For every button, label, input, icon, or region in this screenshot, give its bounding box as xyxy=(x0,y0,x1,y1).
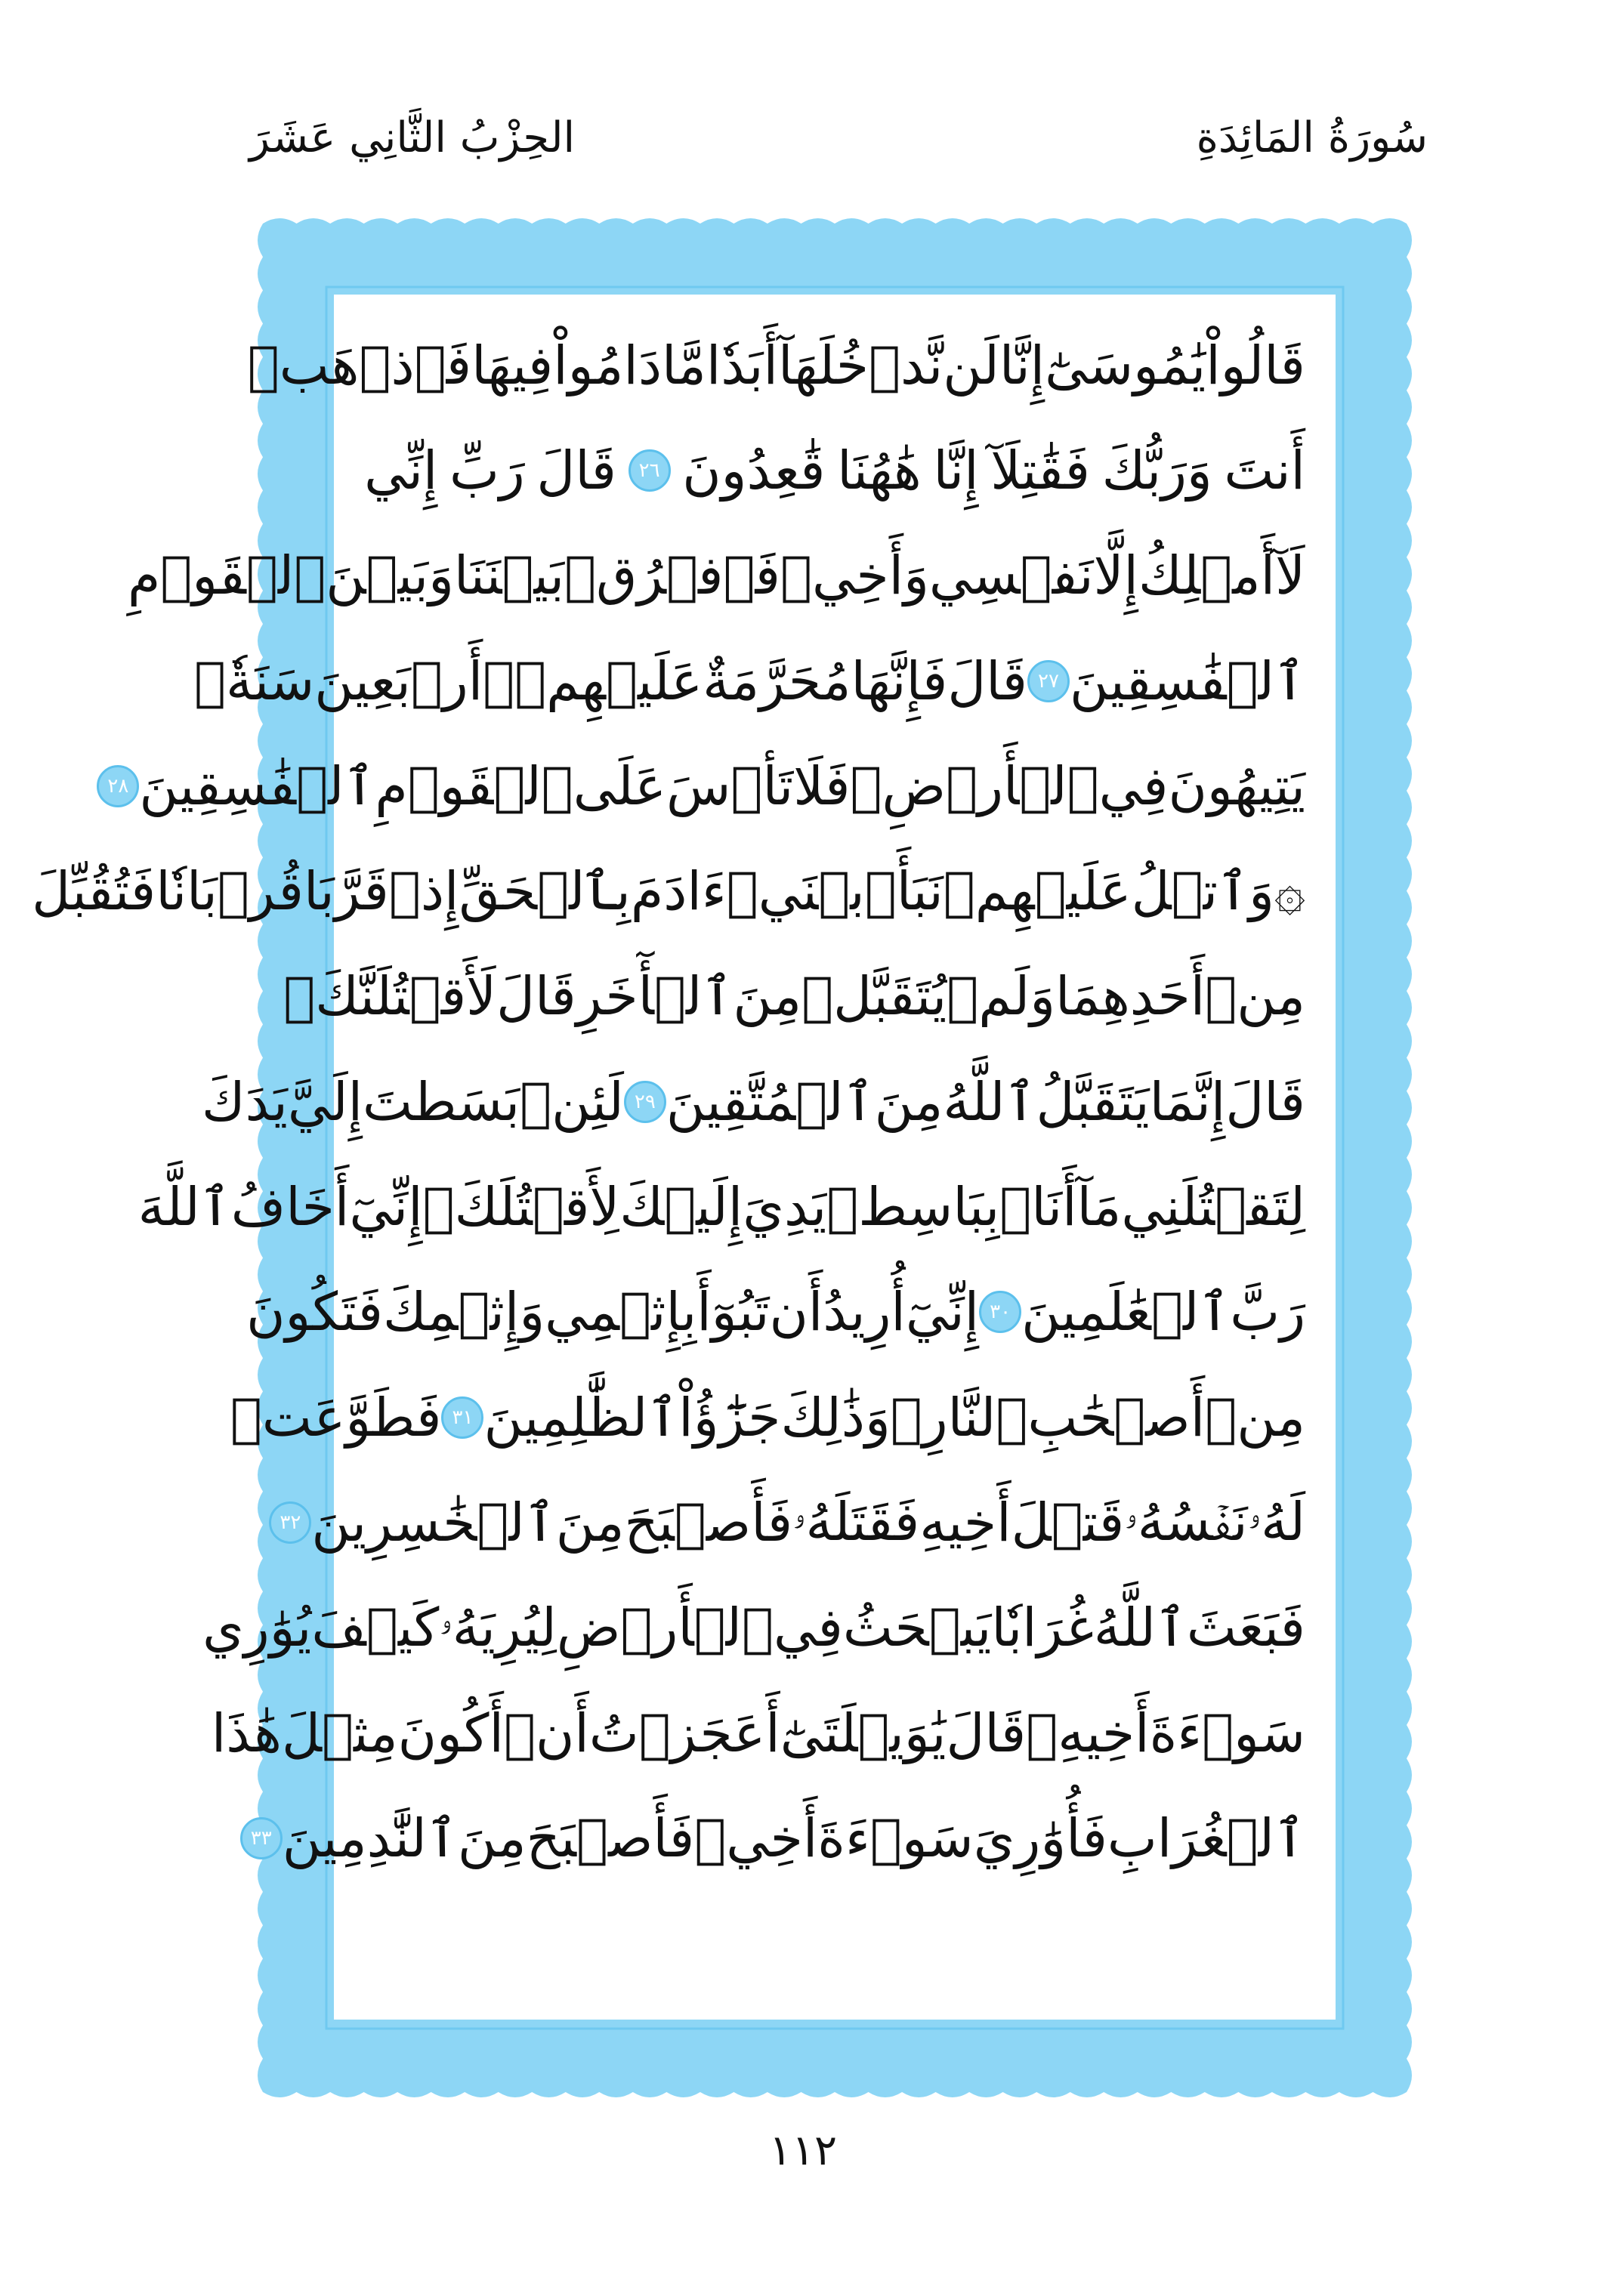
word: أَنۡ xyxy=(503,1702,589,1764)
word: وَلَمۡ xyxy=(947,965,1056,1028)
word: مِنَ xyxy=(874,1070,944,1133)
word: فِي xyxy=(774,1597,843,1659)
word: فَأَصۡبَحَ xyxy=(624,1491,793,1554)
word: قَرَّبَا xyxy=(303,860,389,923)
word: فِي xyxy=(1098,755,1169,817)
word: إِلَيَّ xyxy=(287,1070,363,1133)
word: أَكُونَ xyxy=(397,1702,504,1764)
word: تَأۡسَ xyxy=(666,755,794,817)
word: لَئِنۢ xyxy=(520,1070,624,1133)
word: فَطَوَّعَتۡ xyxy=(230,1386,442,1449)
word: نَّدۡخُلَهَآ xyxy=(777,334,944,397)
word: أَصۡحَٰبِ xyxy=(1027,1386,1206,1449)
text-line xyxy=(247,313,1305,418)
word: ٱلۡأٓخَرِ xyxy=(576,965,734,1028)
word: قَالَ xyxy=(496,965,576,1028)
word: وَذَٰلِكَ xyxy=(780,1386,891,1449)
word: فَأَصۡبَحَ xyxy=(526,1807,695,1869)
word: هَٰذَا xyxy=(211,1702,282,1764)
word: ٱلۡقَوۡمِ xyxy=(127,545,326,607)
text-line xyxy=(127,523,1305,628)
word: إِنِّيٓ xyxy=(349,1176,423,1239)
word: أَخِيهِۚ xyxy=(1026,1702,1150,1764)
word: وَرَبُّكَ xyxy=(1101,439,1212,501)
word: وَإِثۡمِكَ xyxy=(382,1281,545,1344)
word: بَيۡنَنَا xyxy=(453,545,565,607)
word: قَالَ xyxy=(947,650,1027,712)
text-line xyxy=(211,1680,1305,1785)
word: بِإِثۡمِي xyxy=(545,1281,697,1344)
word: فَٱفۡرُقۡ xyxy=(564,545,780,607)
word: قَتۡلَ xyxy=(1011,1491,1125,1554)
word: يَدِيَ xyxy=(743,1176,827,1239)
word: إِنَّمَا xyxy=(1149,1070,1226,1133)
page-header xyxy=(249,113,1428,181)
word: دَامُواْ xyxy=(553,334,662,397)
word: بَسَطتَ xyxy=(363,1070,520,1133)
word: سَنَةٗۛ xyxy=(193,650,315,712)
word: لِأَقۡتُلَكَۖ xyxy=(422,1176,620,1239)
word: مِثۡلَ xyxy=(281,1702,398,1764)
word: ٱللَّهُ xyxy=(943,1070,1036,1133)
word: قَالَ xyxy=(946,1702,1027,1764)
word: هَٰهُنَا xyxy=(837,439,922,501)
word: لِتَقۡتُلَنِي xyxy=(1121,1176,1305,1239)
word: كَيۡفَ xyxy=(311,1597,440,1659)
text-line xyxy=(193,628,1305,733)
word: ٱلۡعَٰلَمِينَ xyxy=(1021,1281,1231,1344)
word: عَلَى xyxy=(573,755,666,817)
word: بِٱلۡحَقِّ xyxy=(459,860,631,923)
word: قَالَ xyxy=(1225,1070,1305,1133)
word: ٱلۡخَٰسِرِينَ xyxy=(311,1491,556,1554)
ayah-number-marker: ٣٠ xyxy=(979,1291,1021,1333)
ayah-number-marker: ٢٦ xyxy=(629,449,671,492)
text-line xyxy=(107,733,1305,838)
word: قَالُواْ xyxy=(1206,334,1305,397)
ayah-number-marker: ٢٩ xyxy=(624,1081,666,1123)
word: أَنتَ xyxy=(1224,439,1305,501)
word: عَلَيۡهِمۡ xyxy=(943,860,1132,923)
ayah-number-marker: ٣٢ xyxy=(269,1501,311,1544)
word: بِبَاسِطٖ xyxy=(826,1176,1000,1239)
word: نَفۡسِي xyxy=(928,545,1094,607)
word: سَوۡءَةَ xyxy=(1149,1702,1305,1764)
word: فَأُوَٰرِيَ xyxy=(973,1807,1107,1869)
word: إِنِّيٓ xyxy=(905,1281,980,1344)
word: أَنَا۠ xyxy=(999,1176,1077,1239)
word: فَتُقُبِّلَ xyxy=(32,860,156,923)
word: ٱلنَّٰدِمِينَ xyxy=(282,1807,458,1869)
word: أَعَجَزۡتُ xyxy=(588,1702,780,1764)
word: ٱلۡغُرَابِ xyxy=(1107,1807,1305,1869)
word: فَبَعَثَ xyxy=(1186,1597,1305,1659)
word: لَآ xyxy=(1275,545,1305,607)
word: ٱلظَّٰلِمِينَ xyxy=(483,1386,679,1449)
ayah-number-marker: ٢٨ xyxy=(97,765,139,807)
word: أَخَافُ xyxy=(230,1176,350,1239)
word: فَإِنَّهَا xyxy=(851,650,948,712)
word: أَبَدٗا xyxy=(706,334,778,397)
word: ٱلۡمُتَّقِينَ xyxy=(666,1070,875,1133)
word: يَتَقَبَّلُ xyxy=(1036,1070,1150,1133)
word: رَبِّ xyxy=(449,439,525,501)
word: يَتِيهُونَ xyxy=(1168,755,1305,817)
word: ٱللَّهُ xyxy=(1093,1597,1187,1659)
hizb-title: الحِزْبُ الثَّانِي عَشَرَ xyxy=(249,113,576,162)
surah-title: سُورَةُ المَائِدَةِ xyxy=(1196,113,1428,162)
word: إِنَّا xyxy=(999,334,1045,397)
ayah-number-marker: ٣٣ xyxy=(240,1817,283,1859)
word: ٱلۡأَرۡضِۚ xyxy=(850,755,1099,817)
ayah-number-marker: ٢٧ xyxy=(1027,660,1070,702)
word: ٱلنَّارِۚ xyxy=(890,1386,1028,1449)
text-panel xyxy=(32,295,1336,2020)
word: رَبَّ xyxy=(1230,1281,1305,1344)
word: أَحَدِهِمَا xyxy=(1055,965,1206,1028)
word: ٱلۡقَوۡمِ xyxy=(375,755,573,817)
word: يَٰوَيۡلَتَىٰٓ xyxy=(780,1702,947,1764)
word: ٱللَّهَ xyxy=(137,1176,231,1239)
word: ٱلۡأَرۡضِ xyxy=(556,1597,774,1659)
word: ۞وَٱتۡلُ xyxy=(1131,860,1305,923)
word: أَخِيهِ xyxy=(919,1491,1011,1554)
word: مَآ xyxy=(1076,1176,1122,1239)
word: أَمۡلِكُ xyxy=(1138,545,1276,607)
text-line xyxy=(202,1575,1305,1680)
word: لَأَقۡتُلَنَّكَۖ xyxy=(283,965,497,1028)
quran-text xyxy=(32,313,1305,1890)
word: ٱلۡفَٰسِقِينَ xyxy=(139,755,375,817)
word: ٱبۡنَيۡ xyxy=(726,860,897,923)
word: نَفۡسُهُۥ xyxy=(1124,1491,1248,1554)
word: ءَادَمَ xyxy=(630,860,727,923)
word: مِنَ xyxy=(457,1807,527,1869)
word: يَبۡحَثُ xyxy=(842,1597,992,1659)
word: يُوَٰرِي xyxy=(202,1597,312,1659)
ayah-number-marker: ٣١ xyxy=(441,1396,483,1439)
word: وَبَيۡنَ xyxy=(326,545,454,607)
word: فَقَٰتِلَآ xyxy=(990,439,1090,501)
word: أَرۡبَعِينَ xyxy=(314,650,483,712)
word: لَن xyxy=(943,334,999,397)
text-line xyxy=(32,838,1305,943)
word: أَن xyxy=(769,1281,823,1344)
decorative-frame xyxy=(32,210,1420,2106)
text-line xyxy=(246,1260,1305,1365)
word: يَدَكَ xyxy=(201,1070,288,1133)
word: فِيهَا xyxy=(471,334,554,397)
word: سَوۡءَةَ xyxy=(817,1807,974,1869)
word: فَلَا xyxy=(793,755,851,817)
word: يَٰمُوسَىٰٓ xyxy=(1045,334,1206,397)
word: قَٰعِدُونَ xyxy=(682,439,826,501)
word: فَقَتَلَهُۥ xyxy=(792,1491,920,1554)
word: مِنَ xyxy=(733,965,802,1028)
text-line xyxy=(364,418,1305,523)
word: أَخِيۖ xyxy=(694,1807,818,1869)
word: إِذۡ xyxy=(388,860,459,923)
word: أُرِيدُ xyxy=(823,1281,906,1344)
word: إِلَيۡكَ xyxy=(619,1176,743,1239)
word: تَبُوٓأَ xyxy=(696,1281,770,1344)
word: نَبَأَ xyxy=(896,860,944,923)
word: إِنَّا xyxy=(933,439,979,501)
word: لِيُرِيَهُۥ xyxy=(439,1596,557,1659)
word: مُحَرَّمَةٌ xyxy=(703,650,851,712)
word: إِلَّا xyxy=(1093,545,1138,607)
word: قَالَ xyxy=(536,439,616,501)
word: لَهُۥ xyxy=(1247,1491,1305,1554)
text-line xyxy=(201,1049,1305,1154)
word: مَّا xyxy=(662,334,706,397)
word: جَزَٰٓؤُاْ xyxy=(678,1386,781,1449)
word: مِنۡ xyxy=(1205,965,1305,1028)
text-line xyxy=(230,1365,1305,1470)
text-line xyxy=(283,944,1305,1049)
text-line xyxy=(280,1470,1305,1575)
word: مِنۡ xyxy=(1205,1386,1305,1449)
word: غُرَابٗا xyxy=(991,1597,1094,1659)
word: قُرۡبَانٗا xyxy=(156,860,304,923)
word: يُتَقَبَّلۡ xyxy=(801,965,947,1028)
text-line xyxy=(137,1154,1305,1259)
word: وَأَخِيۖ xyxy=(780,545,929,607)
word: ٱلۡفَٰسِقِينَ xyxy=(1069,650,1305,712)
page-number: ١١٢ xyxy=(768,2126,838,2175)
word: مِنَ xyxy=(555,1491,625,1554)
text-line xyxy=(250,1785,1305,1890)
word: فَتَكُونَ xyxy=(246,1281,383,1344)
word: فَٱذۡهَبۡ xyxy=(247,334,472,397)
word: عَلَيۡهِمۡۛ xyxy=(483,650,703,712)
word: إِنِّي xyxy=(364,439,438,501)
